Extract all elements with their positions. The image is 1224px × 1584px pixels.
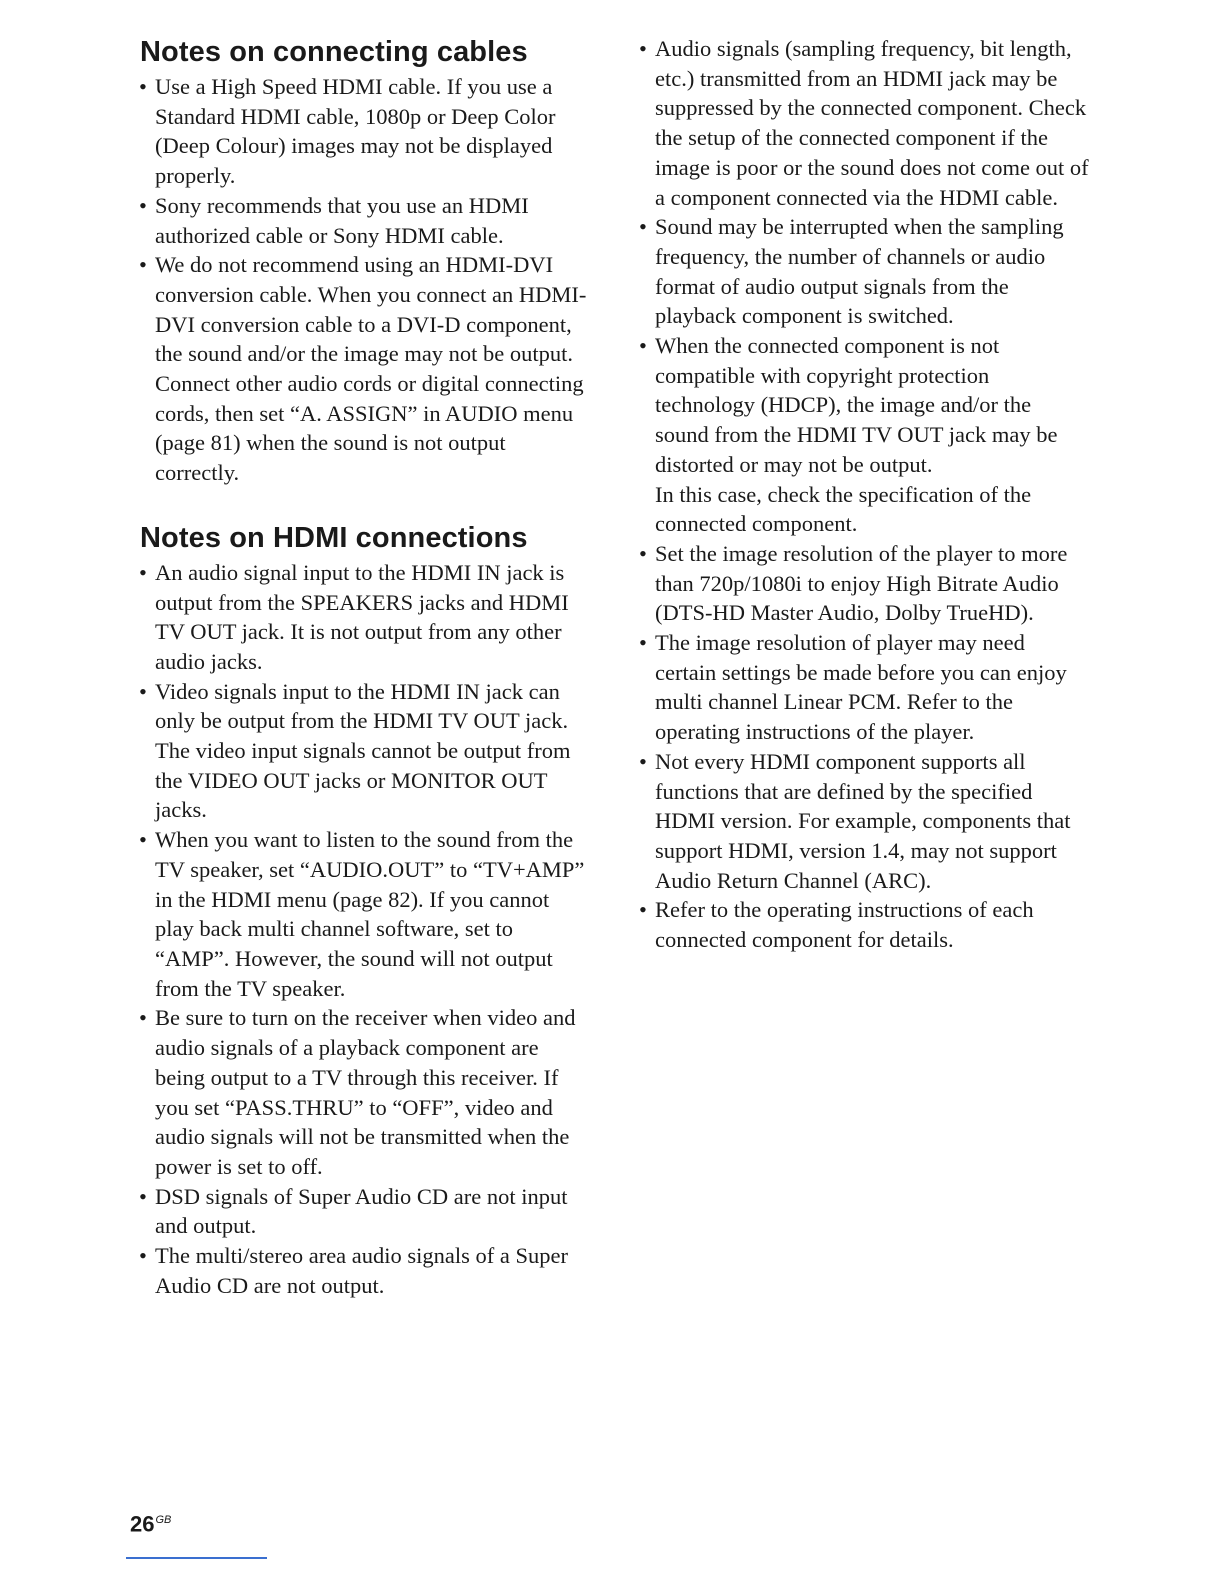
- left-column: [137, 34, 589, 1300]
- bullet-icon: •: [139, 1243, 147, 1269]
- list-item-text: We do not recommend using an HDMI-DVI conversion cable. When you connect an HDMI-DVI conversion cable to a DVI-D component, the sound and/or the image may not be output. Connect other audio cords or digital connecting cords, then set “A. ASSIGN” in AUDIO menu (page 81) when the sound is not output correctly.: [155, 252, 587, 486]
- page-number-suffix: GB: [155, 1514, 172, 1526]
- bullet-icon: •: [139, 827, 147, 853]
- bullet-icon: •: [139, 1005, 147, 1031]
- bullet-icon: •: [639, 897, 647, 923]
- page-number-value: 26: [130, 1511, 155, 1537]
- bullet-icon: •: [639, 540, 647, 566]
- list-item: [637, 628, 1089, 747]
- bullet-icon: •: [139, 192, 147, 218]
- bullet-icon: •: [639, 333, 647, 359]
- list-item: [137, 677, 589, 826]
- list-item: [137, 191, 589, 250]
- list-item: [137, 72, 589, 191]
- list-item: [637, 331, 1089, 539]
- list-item-text: Sound may be interrupted when the sampling frequency, the number of channels or audio format of audio output signals from the playback component is switched.: [655, 214, 1064, 329]
- hdmi-notes-list: [137, 558, 589, 1301]
- list-item-text: The image resolution of player may need certain settings be made before you can enjoy multi channel Linear PCM. Refer to the operating instructions of the player.: [655, 630, 1067, 745]
- heading-hdmi-connections: Notes on HDMI connections: [140, 521, 528, 554]
- bullet-icon: •: [639, 748, 647, 774]
- list-item-text: Be sure to turn on the receiver when video and audio signals of a playback component are being output to a TV through this receiver. If you set “PASS.THRU” to “OFF”, video and audio signals will not be transmitted when the power is set to off.: [155, 1005, 576, 1179]
- list-item: [637, 34, 1089, 212]
- list-item-text: Sony recommends that you use an HDMI authorized cable or Sony HDMI cable.: [155, 192, 529, 248]
- bullet-icon: •: [639, 36, 647, 61]
- list-item-text: When you want to listen to the sound from the TV speaker, set “AUDIO.OUT” to “TV+AMP” in the HDMI menu (page 82). If you cannot play back multi channel software, set to “AMP”. However, the sound will not output from the TV speaker.: [155, 827, 585, 1001]
- list-item-text: Use a High Speed HDMI cable. If you use a Standard HDMI cable, 1080p or Deep Color (Deep Colour) images may not be displayed properly.: [155, 74, 556, 189]
- list-item-text: Set the image resolution of the player to more than 720p/1080i to enjoy High Bitrate Audio (DTS-HD Master Audio, Dolby TrueHD).: [655, 540, 1068, 626]
- footer-rule: [126, 1557, 267, 1559]
- list-item-text: When the connected component is not compatible with copyright protection technology (HDCP), the image and/or the sound from the HDMI TV OUT jack may be distorted or may not be output.: [655, 333, 1058, 477]
- page-number: [130, 1507, 171, 1537]
- list-item-text: DSD signals of Super Audio CD are not input and output.: [155, 1183, 568, 1239]
- list-item: [137, 825, 589, 1003]
- list-item: [137, 558, 589, 677]
- bullet-icon: •: [139, 1183, 147, 1209]
- bullet-icon: •: [639, 214, 647, 240]
- bullet-icon: •: [139, 74, 147, 99]
- list-item-text: Audio signals (sampling frequency, bit length, etc.) transmitted from an HDMI jack may be suppressed by the connected component. Check the setup of the connected component if the image is poor or the sound does not come out of a component connected via the HDMI cable.: [655, 36, 1089, 210]
- list-item: [637, 539, 1089, 628]
- list-item-text: Refer to the operating instructions of each connected component for details.: [655, 897, 1034, 953]
- list-item: [637, 212, 1089, 331]
- bullet-icon: •: [139, 559, 147, 585]
- list-item: [637, 895, 1089, 954]
- list-item: [137, 1182, 589, 1241]
- cables-notes-list: [137, 72, 589, 488]
- right-column: [637, 34, 1089, 955]
- hdmi-notes-list-continued: [637, 34, 1089, 955]
- list-item-text: The multi/stereo area audio signals of a Super Audio CD are not output.: [155, 1243, 568, 1298]
- bullet-icon: •: [139, 252, 147, 278]
- heading-connecting-cables: Notes on connecting cables: [140, 36, 528, 68]
- list-item: [637, 747, 1089, 896]
- list-item: [137, 1003, 589, 1181]
- list-item-text: Not every HDMI component supports all functions that are defined by the specified HDMI version. For example, components that support HDMI, version 1.4, may not support Audio Return Channel (ARC).: [655, 748, 1071, 893]
- list-item-text: An audio signal input to the HDMI IN jack is output from the SPEAKERS jacks and HDMI TV OUT jack. It is not output from any other audio jacks.: [155, 559, 569, 674]
- list-item-text: Video signals input to the HDMI IN jack can only be output from the HDMI TV OUT jack. The video input signals cannot be output from the VIDEO OUT jacks or MONITOR OUT jacks.: [155, 678, 571, 823]
- bullet-icon: •: [639, 630, 647, 656]
- hdcp-note: In this case, check the specification of the connected component.: [655, 481, 1032, 537]
- list-item: [137, 250, 589, 488]
- bullet-icon: •: [139, 678, 147, 704]
- list-item: [137, 1241, 589, 1300]
